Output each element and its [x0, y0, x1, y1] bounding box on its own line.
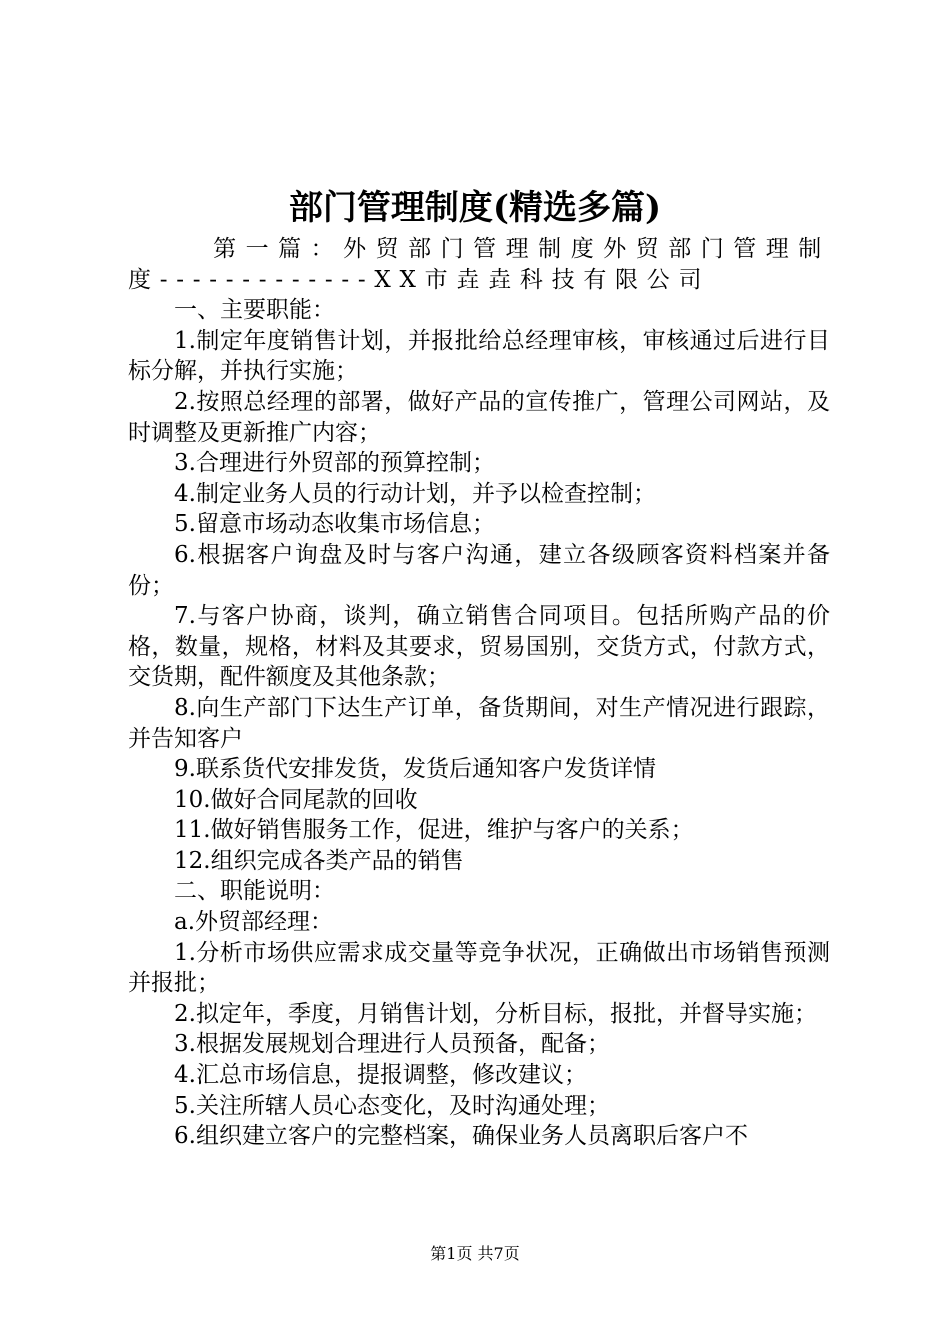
paragraph-item: 4.汇总市场信息，提报调整，修改建议；	[174, 1062, 587, 1089]
paragraph-item: 1.分析市场供应需求成交量等竞争状况，正确做出市场销售预测并报批；	[128, 939, 830, 997]
paragraph-item: 9.联系货代安排发货，发货后通知客户发货详情	[174, 756, 656, 783]
document-body	[128, 234, 830, 1152]
paragraph-item: 3.合理进行外贸部的预算控制；	[174, 450, 495, 477]
paragraph-item: 10.做好合同尾款的回收	[174, 786, 418, 813]
paragraph-item: 12.组织完成各类产品的销售	[174, 847, 464, 874]
paragraph-heading-section-1: 第一篇：外贸部门管理制度外贸部门管理制度-------------XX市垚垚科技有限公司	[128, 236, 830, 293]
paragraph-item: 6.根据客户询盘及时与客户沟通，建立各级顾客资料档案并备份；	[128, 541, 830, 599]
paragraph-item: 8.向生产部门下达生产订单，备货期间，对生产情况进行跟踪，并告知客户	[128, 694, 830, 752]
paragraph-item: 2.拟定年，季度，月销售计划，分析目标，报批，并督导实施；	[174, 1000, 817, 1027]
paragraph-subheading: a.外贸部经理：	[174, 909, 334, 936]
paragraph-item: 3.根据发展规划合理进行人员预备，配备；	[174, 1031, 610, 1058]
paragraph-item: 4.制定业务人员的行动计划，并予以检查控制；	[174, 480, 656, 507]
paragraph-item: 11.做好销售服务工作，促进，维护与客户的关系；	[174, 817, 694, 844]
page-number-footer: 第1页 共7页	[430, 1244, 520, 1263]
paragraph-item: 1.制定年度销售计划，并报批给总经理审核，审核通过后进行目标分解，并执行实施；	[128, 327, 830, 385]
paragraph-item: 7.与客户协商，谈判，确立销售合同项目。包括所购产品的价格，数量，规格，材料及其要求，贸易国别，交货方式，付款方式，交货期，配件额度及其他条款；	[128, 603, 830, 691]
paragraph-main-functions-heading: 一、主要职能：	[174, 297, 335, 324]
paragraph-item: 5.留意市场动态收集市场信息；	[174, 511, 495, 538]
paragraph-item: 5.关注所辖人员心态变化，及时沟通处理；	[174, 1092, 610, 1119]
document-title: 部门管理制度(精选多篇)	[288, 188, 662, 228]
paragraph-function-description-heading: 二、职能说明：	[174, 878, 335, 905]
paragraph-item: 2.按照总经理的部署，做好产品的宣传推广，管理公司网站，及时调整及更新推广内容；	[128, 388, 830, 446]
paragraph-item: 6.组织建立客户的完整档案，确保业务人员离职后客户不	[174, 1123, 748, 1150]
